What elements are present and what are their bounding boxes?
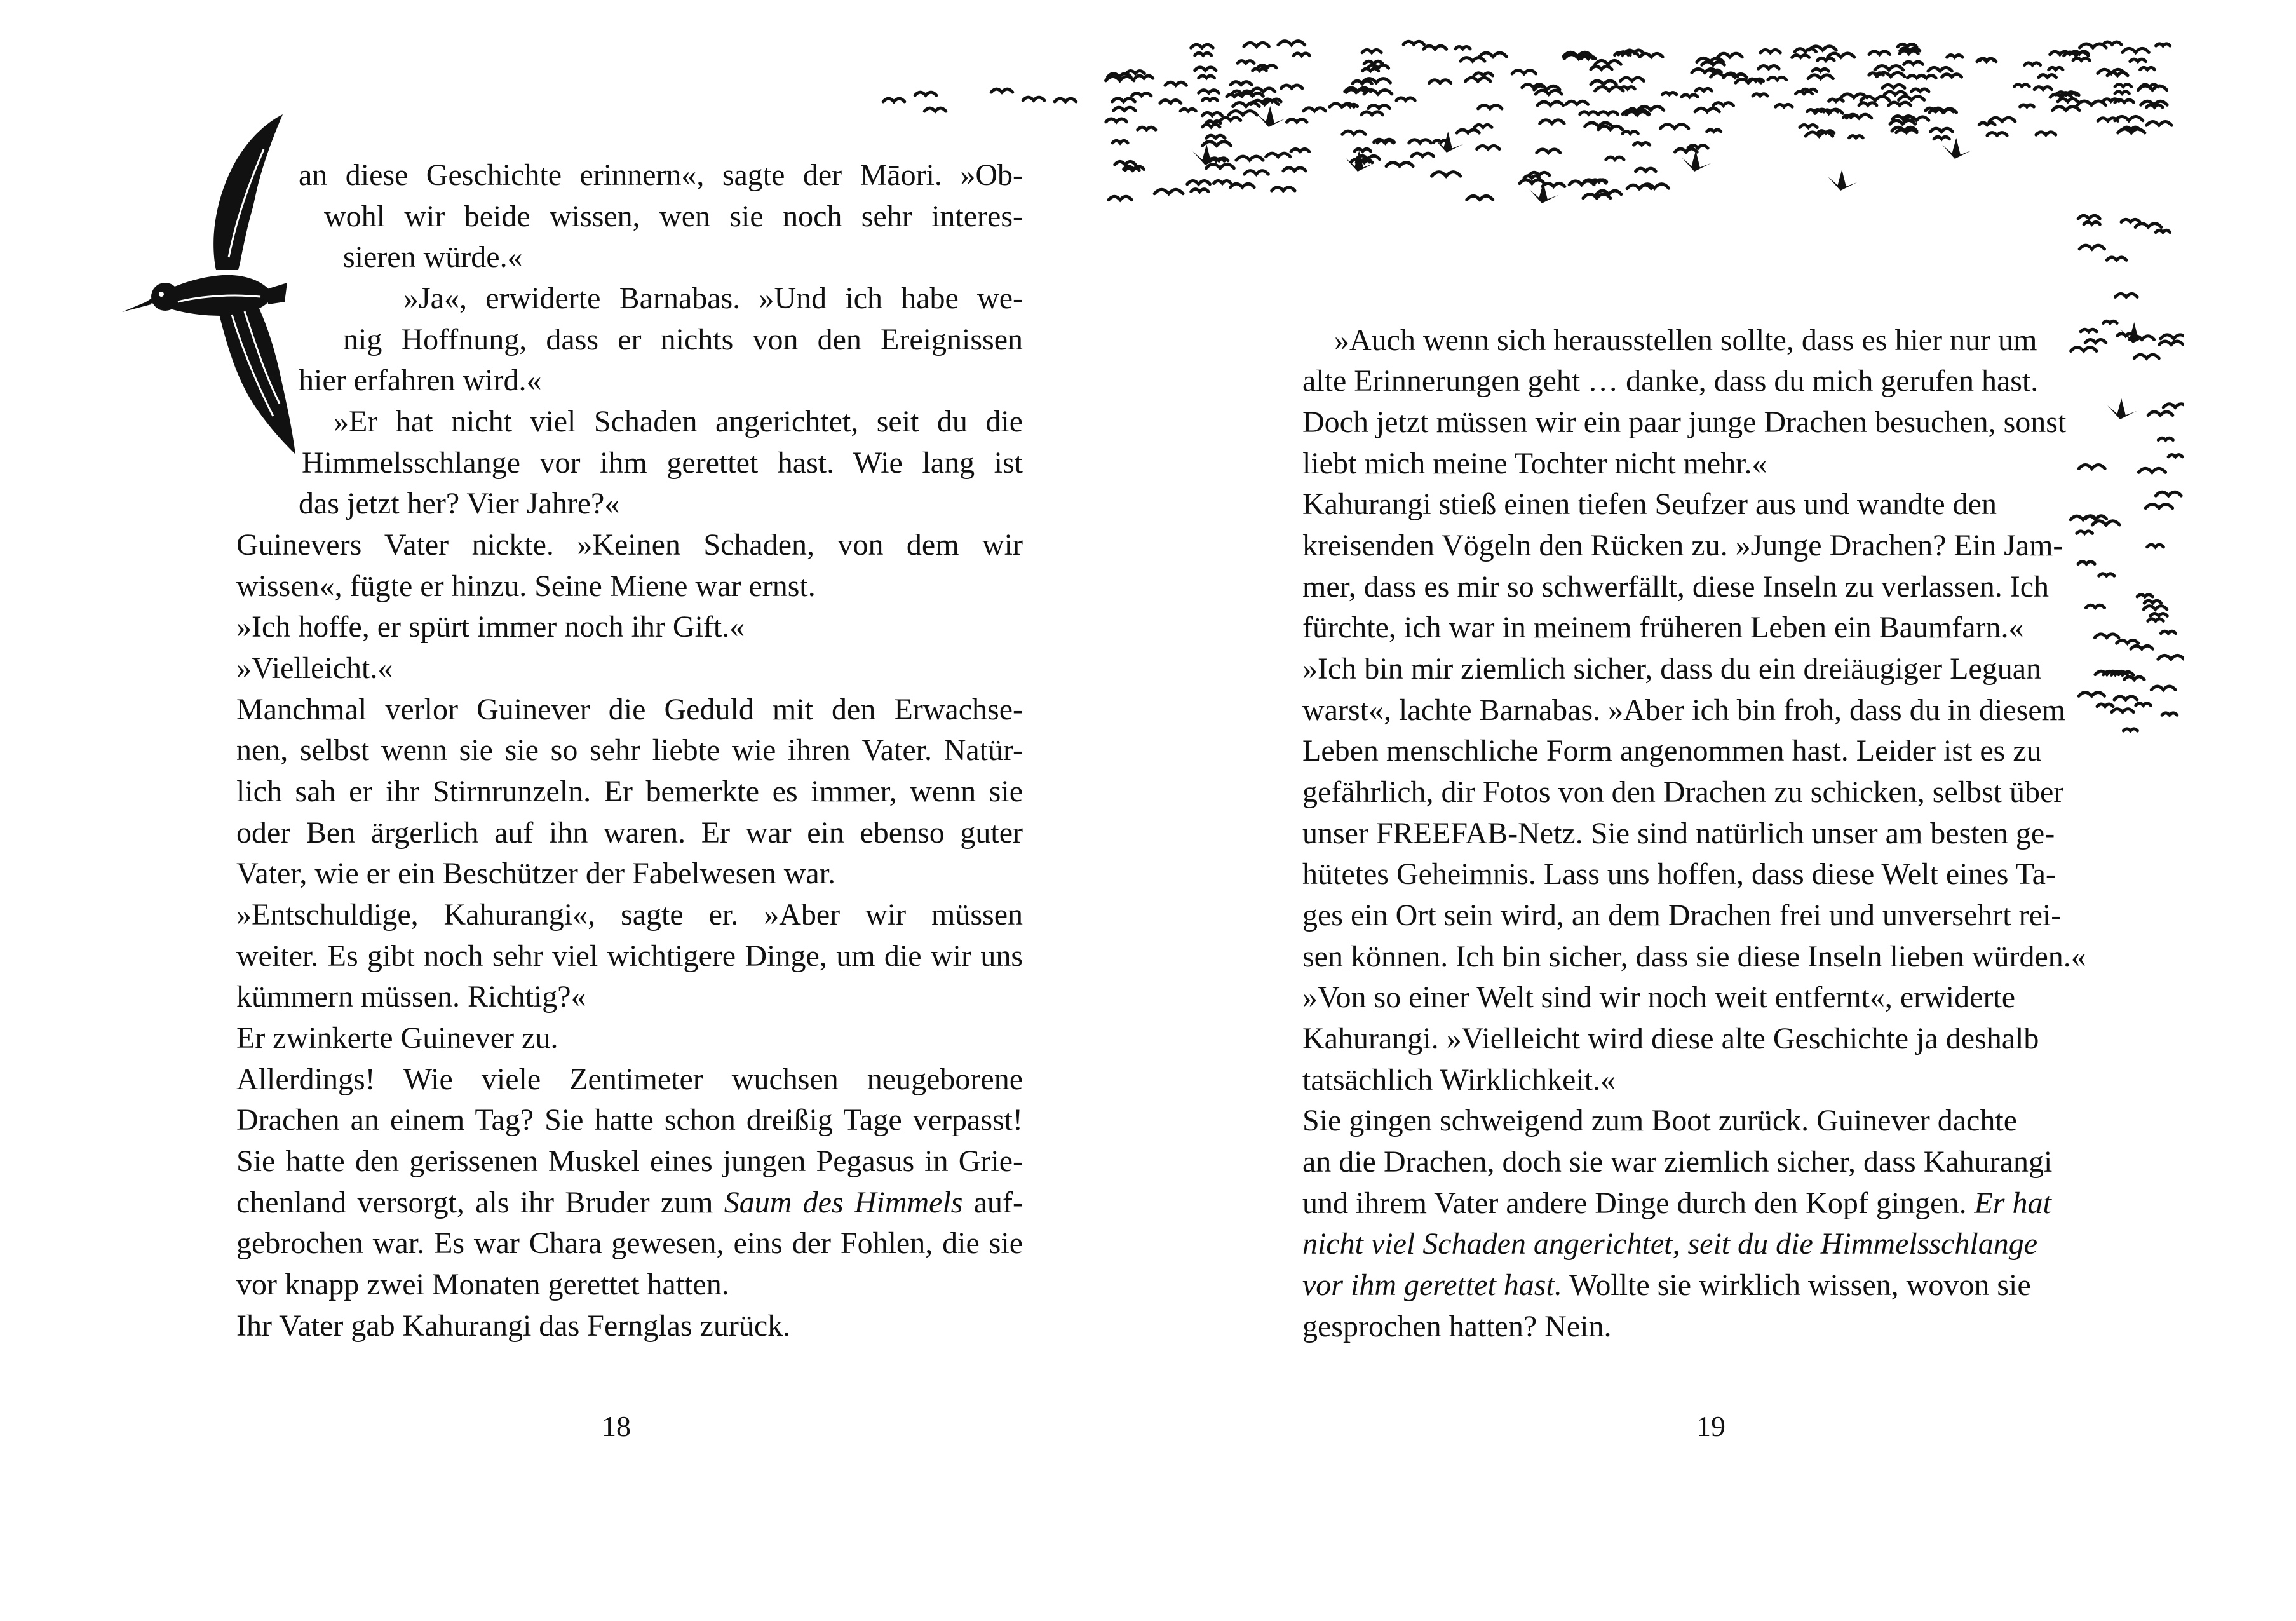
bird-mark bbox=[1115, 161, 1135, 165]
bird-mark bbox=[1363, 69, 1379, 71]
bird-mark bbox=[2156, 44, 2170, 46]
text-line: weiter. Es gibt noch sehr viel wichtigere Dinge, um die wir uns bbox=[236, 939, 1023, 973]
bird-mark bbox=[1475, 125, 1492, 127]
bird-mark bbox=[1702, 62, 1725, 65]
bird-mark bbox=[1661, 125, 1689, 128]
bird-mark bbox=[2107, 398, 2137, 419]
bird-mark bbox=[1813, 69, 1829, 71]
bird-mark bbox=[1705, 70, 1721, 72]
bird-mark bbox=[1354, 149, 1370, 151]
text-line: an die Drachen, doch sie war ziemlich sicher, dass Kahurangi bbox=[1302, 1145, 2053, 1179]
bird-mark bbox=[1591, 81, 1616, 85]
bird-mark bbox=[1342, 131, 1365, 134]
bird-mark bbox=[1125, 168, 1139, 170]
bird-mark bbox=[2161, 631, 2175, 633]
bird-mark bbox=[1696, 88, 1712, 91]
bird-mark bbox=[1512, 71, 1536, 74]
bird-mark bbox=[1245, 171, 1269, 174]
text-line: vor knapp zwei Monaten gerettet hatten. bbox=[236, 1268, 729, 1301]
bird-mark bbox=[1640, 184, 1669, 189]
bird-mark bbox=[1165, 82, 1187, 85]
text-line: sieren würde.« bbox=[343, 240, 523, 274]
bird-mark bbox=[1947, 55, 1962, 58]
text-line: Doch jetzt müssen wir ein paar junge Drachen besuchen, sonst bbox=[1302, 405, 2067, 439]
bird-mark bbox=[1287, 119, 1307, 123]
bird-mark bbox=[1106, 119, 1127, 122]
bird-mark bbox=[1591, 66, 1612, 69]
text-line: kreisenden Vögeln den Rücken zu. »Junge Drachen? Ein Jam- bbox=[1302, 529, 2063, 562]
bird-mark bbox=[1477, 146, 1499, 149]
bird-mark bbox=[1220, 118, 1241, 121]
text-line: an diese Geschichte erinnern«, sagte der Māori. »Ob- bbox=[299, 158, 1023, 192]
text-line: gesprochen hatten? Nein. bbox=[1302, 1310, 1612, 1343]
bird-mark bbox=[2138, 468, 2165, 472]
bird-mark bbox=[1875, 66, 1903, 70]
bird-mark bbox=[2049, 67, 2063, 69]
bird-mark bbox=[1132, 93, 1151, 96]
bird-mark bbox=[1859, 103, 1877, 105]
text-line: tatsächlich Wirklichkeit.« bbox=[1302, 1063, 1616, 1097]
bird-mark bbox=[1455, 47, 1470, 49]
bird-mark bbox=[2161, 335, 2184, 339]
text-line: unser FREEFAB-Netz. Sie sind natürlich unser am besten ge- bbox=[1302, 817, 2055, 850]
text-line: vor ihm gerettet hast. Wollte sie wirklich wissen, wovon sie bbox=[1302, 1268, 2031, 1302]
bird-mark bbox=[2134, 355, 2159, 358]
bird-mark bbox=[2077, 531, 2093, 534]
bird-mark bbox=[1409, 140, 1431, 143]
bird-mark bbox=[1229, 111, 1257, 115]
bird-mark bbox=[1293, 53, 1309, 56]
text-line: kümmern müssen. Richtig?« bbox=[236, 980, 586, 1014]
text-line: lich sah er ihr Stirnrunzeln. Er bemerkte es immer, wenn sie bbox=[236, 775, 1023, 808]
bird-mark bbox=[1640, 53, 1663, 57]
text-line: wohl wir beide wissen, wen sie noch sehr interes- bbox=[324, 200, 1023, 233]
bird-mark bbox=[1598, 112, 1618, 114]
text-line: Sie hatte den gerissenen Muskel eines jungen Pegasus in Grie- bbox=[236, 1144, 1023, 1178]
bird-mark bbox=[1634, 142, 1650, 145]
bird-mark bbox=[1818, 131, 1834, 133]
bird-mark bbox=[2115, 85, 2131, 87]
bird-mark bbox=[2086, 605, 2104, 607]
text-line: das jetzt her? Vier Jahre?« bbox=[299, 487, 620, 520]
text-line: Er zwinkerte Guinever zu. bbox=[236, 1021, 558, 1055]
bird-mark bbox=[1800, 125, 1817, 127]
bird-mark bbox=[2039, 75, 2056, 78]
bird-mark bbox=[2162, 713, 2177, 715]
bird-mark bbox=[2130, 59, 2146, 62]
text-line: »Von so einer Welt sind wir noch weit entfernt«, erwiderte bbox=[1302, 980, 2016, 1014]
bird-mark bbox=[1912, 89, 1929, 92]
bird-mark bbox=[1884, 92, 1906, 95]
text-line: Leben menschliche Form angenommen hast. Leider ist es zu bbox=[1302, 734, 2042, 768]
bird-mark bbox=[1361, 112, 1383, 115]
text-line: Ihr Vater gab Kahurangi das Fernglas zurück. bbox=[236, 1309, 791, 1343]
bird-mark bbox=[1718, 53, 1743, 57]
bird-mark bbox=[2073, 58, 2090, 60]
bird-mark bbox=[2141, 101, 2168, 105]
bird-mark bbox=[1195, 53, 1212, 55]
bird-mark bbox=[1808, 75, 1833, 79]
bird-mark bbox=[1869, 51, 1889, 55]
text-line: liebt mich meine Tochter nicht mehr.« bbox=[1302, 447, 1767, 480]
bird-mark bbox=[2121, 219, 2140, 222]
bird-mark bbox=[1474, 73, 1493, 76]
bird-mark bbox=[2147, 105, 2163, 107]
bird-mark bbox=[1281, 85, 1302, 88]
page-number: 18 bbox=[602, 1410, 631, 1442]
bird-mark bbox=[2148, 412, 2173, 416]
bird-mark bbox=[1467, 196, 1493, 200]
bird-mark bbox=[2151, 686, 2175, 690]
text-line: »Ich bin mir ziemlich sicher, dass du ein dreiäugiger Leguan bbox=[1302, 652, 2042, 686]
bird-mark bbox=[883, 98, 905, 102]
bird-mark bbox=[2148, 619, 2164, 621]
bird-mark bbox=[1748, 79, 1764, 81]
bird-mark bbox=[2103, 42, 2121, 44]
bird-mark bbox=[1412, 153, 1433, 156]
bird-mark bbox=[2123, 729, 2137, 731]
text-line: mer, dass es mir so schwerfällt, diese Inseln zu verlassen. Ich bbox=[1302, 570, 2050, 604]
bird-mark bbox=[2025, 63, 2041, 65]
bird-mark bbox=[1023, 97, 1044, 100]
bird-mark bbox=[2079, 245, 2104, 249]
text-line: wissen«, fügte er hinzu. Seine Miene war ernst. bbox=[236, 569, 816, 603]
bird-mark bbox=[1291, 149, 1309, 151]
bird-mark bbox=[1244, 43, 1269, 46]
bird-mark bbox=[1695, 108, 1719, 112]
bird-mark bbox=[1796, 92, 1813, 94]
bird-mark bbox=[2078, 215, 2100, 219]
text-line: Kahurangi. »Vielleicht wird diese alte Geschichte ja deshalb bbox=[1302, 1022, 2039, 1055]
bird-mark bbox=[1192, 144, 1222, 165]
text-line: Kahurangi stieß einen tiefen Seufzer aus und wandte den bbox=[1302, 487, 1997, 521]
bird-mark bbox=[1377, 140, 1393, 143]
bird-mark bbox=[2140, 67, 2155, 69]
bird-mark bbox=[1272, 187, 1295, 191]
text-line: nig Hoffnung, dass er nichts von den Ereignissen bbox=[343, 323, 1023, 356]
bird-mark bbox=[1114, 107, 1136, 111]
bird-mark bbox=[1595, 60, 1621, 64]
bird-mark bbox=[2145, 504, 2172, 508]
bird-mark bbox=[2158, 438, 2173, 440]
bird-mark bbox=[1368, 105, 1390, 109]
bird-mark bbox=[1266, 153, 1290, 157]
bird-mark bbox=[1792, 55, 1809, 57]
bird-mark bbox=[1206, 135, 1225, 138]
text-line: Vater, wie er ein Beschützer der Fabelwesen war. bbox=[236, 857, 836, 890]
bird-mark bbox=[1623, 132, 1638, 134]
bird-mark bbox=[1979, 123, 1995, 125]
bird-mark bbox=[1160, 100, 1181, 103]
bird-mark bbox=[1621, 78, 1644, 81]
bird-mark bbox=[1109, 196, 1132, 200]
bird-mark bbox=[1520, 180, 1544, 184]
bird-mark bbox=[1283, 168, 1306, 171]
bird-mark bbox=[1236, 156, 1263, 160]
bird-mark bbox=[1203, 112, 1222, 115]
page-number: 19 bbox=[1696, 1410, 1725, 1442]
bird-mark bbox=[1457, 130, 1479, 133]
bird-mark bbox=[1199, 76, 1215, 78]
bird-mark bbox=[1191, 189, 1208, 192]
bird-mark bbox=[2116, 294, 2138, 297]
bird-mark bbox=[915, 92, 936, 95]
text-line: alte Erinnerungen geht … danke, dass du mich gerufen hast. bbox=[1302, 364, 2039, 398]
bird-mark bbox=[1828, 170, 1857, 191]
bird-mark bbox=[1898, 44, 1917, 46]
text-line: Drachen an einem Tag? Sie hatte schon dreißig Tage verpasst! bbox=[236, 1103, 1023, 1137]
bird-mark bbox=[2163, 404, 2184, 407]
bird-mark bbox=[1636, 168, 1656, 172]
bird-mark bbox=[1214, 181, 1231, 184]
bird-mark bbox=[2124, 677, 2144, 680]
bird-mark bbox=[2107, 257, 2126, 260]
bird-mark bbox=[1227, 95, 1242, 97]
text-line: nen, selbst wenn sie sie so sehr liebte wie ihren Vater. Natür- bbox=[236, 733, 1023, 767]
bird-mark bbox=[1396, 98, 1415, 100]
bird-mark bbox=[1675, 149, 1698, 152]
bird-mark bbox=[2085, 340, 2106, 343]
bird-mark bbox=[1829, 99, 1844, 101]
bird-mark bbox=[2137, 595, 2152, 597]
bird-mark bbox=[1264, 99, 1281, 102]
bird-mark bbox=[1480, 53, 1507, 57]
bird-mark bbox=[1989, 118, 2015, 121]
bird-mark bbox=[1199, 90, 1219, 93]
bird-mark bbox=[1942, 138, 1971, 159]
bird-mark bbox=[2077, 101, 2106, 105]
bird-mark bbox=[1682, 95, 1698, 97]
bird-mark bbox=[1154, 189, 1183, 194]
bird-mark bbox=[2015, 85, 2030, 86]
bird-mark bbox=[1591, 180, 1607, 182]
text-line: oder Ben ärgerlich auf ihn waren. Er war ein ebenso guter bbox=[236, 816, 1023, 850]
bird-mark bbox=[2020, 105, 2034, 107]
bird-mark bbox=[1206, 164, 1234, 168]
bird-mark bbox=[1478, 105, 1502, 108]
bird-mark bbox=[2079, 692, 2104, 696]
bird-mark bbox=[2053, 106, 2079, 110]
text-line: Manchmal verlor Guinever die Geduld mit den Erwachse- bbox=[236, 693, 1023, 726]
bird-mark bbox=[1180, 109, 1196, 111]
bird-mark bbox=[2151, 614, 2168, 616]
bird-mark bbox=[1135, 76, 1153, 78]
bird-mark bbox=[1138, 127, 1156, 130]
bird-mark bbox=[1713, 103, 1734, 106]
text-line: »Entschuldige, Kahurangi«, sagte er. »Aber wir müssen bbox=[236, 898, 1023, 932]
bird-mark bbox=[1206, 121, 1220, 123]
text-line: Allerdings! Wie viele Zentimeter wuchsen neugeborene bbox=[236, 1062, 1023, 1096]
bird-mark bbox=[1987, 133, 2007, 136]
bird-mark bbox=[2117, 640, 2138, 643]
bird-mark bbox=[1537, 102, 1563, 105]
bird-mark bbox=[1386, 163, 1413, 166]
bird-mark bbox=[1899, 97, 1924, 100]
bird-mark bbox=[1760, 50, 1780, 53]
text-line: fürchte, ich war in meinem früheren Leben ein Baumfarn.« bbox=[1302, 611, 2024, 644]
bird-mark bbox=[1537, 149, 1560, 153]
bird-mark bbox=[1231, 82, 1252, 85]
bird-mark bbox=[1768, 77, 1786, 79]
bird-mark bbox=[1566, 101, 1588, 104]
text-line: »Auch wenn sich herausstellen sollte, dass es hier nur um bbox=[1334, 323, 2037, 357]
bird-mark bbox=[1536, 90, 1562, 94]
bird-mark bbox=[1795, 49, 1816, 52]
bird-mark bbox=[1403, 41, 1424, 44]
bird-mark bbox=[2123, 127, 2140, 130]
bird-mark bbox=[2115, 92, 2129, 93]
bird-mark bbox=[2144, 606, 2167, 609]
bird-mark bbox=[1882, 85, 1905, 88]
bird-mark bbox=[2099, 574, 2114, 576]
bird-mark bbox=[1908, 75, 1926, 78]
bird-mark bbox=[2097, 704, 2113, 707]
bird-mark bbox=[2147, 545, 2164, 547]
bird-mark bbox=[1278, 41, 1305, 45]
bird-mark bbox=[1942, 74, 1962, 78]
bird-mark bbox=[2071, 348, 2097, 351]
bird-mark bbox=[2092, 521, 2119, 525]
bird-mark bbox=[1934, 137, 1949, 139]
bird-mark bbox=[1112, 140, 1128, 142]
bird-mark bbox=[1663, 92, 1677, 94]
bird-mark bbox=[1432, 172, 1461, 177]
bird-mark bbox=[2138, 86, 2167, 90]
text-line: Guinevers Vater nickte. »Keinen Schaden, von dem wir bbox=[236, 528, 1023, 562]
text-line: gefährlich, dir Fotos von den Drachen zu schicken, selbst über bbox=[1302, 775, 2064, 809]
bird-mark bbox=[2103, 99, 2119, 102]
bird-mark bbox=[1364, 61, 1382, 64]
bird-mark bbox=[2158, 655, 2184, 659]
bird-mark bbox=[1195, 67, 1216, 71]
bird-mark bbox=[2136, 703, 2151, 705]
bird-mark bbox=[1256, 106, 1285, 127]
bird-mark bbox=[1252, 88, 1275, 92]
bird-mark bbox=[2084, 222, 2100, 224]
text-line: »Ich hoffe, er spürt immer noch ihr Gift.« bbox=[236, 610, 745, 644]
bird-mark bbox=[2034, 87, 2051, 90]
bird-mark bbox=[1112, 98, 1135, 102]
bird-mark bbox=[1776, 104, 1792, 107]
bird-mark bbox=[1461, 58, 1485, 62]
bird-mark bbox=[2081, 329, 2097, 332]
bird-mark bbox=[1931, 128, 1953, 132]
bird-mark bbox=[1055, 98, 1076, 102]
bird-mark bbox=[2112, 709, 2133, 712]
text-line: »Er hat nicht viel Schaden angerichtet, seit du die bbox=[334, 405, 1023, 438]
text-line: sen können. Ich bin sicher, dass sie diese Inseln lieben würden.« bbox=[1302, 940, 2086, 973]
text-line: ges ein Ort sein wird, an dem Drachen frei und unversehrt rei- bbox=[1302, 899, 2062, 932]
bird-mark bbox=[1233, 103, 1259, 107]
text-line: gebrochen war. Es war Chara gewesen, eins der Fohlen, die sie bbox=[236, 1226, 1023, 1260]
bird-mark bbox=[1928, 67, 1952, 71]
text-line: hier erfahren wird.« bbox=[299, 363, 542, 397]
bird-mark bbox=[2114, 696, 2137, 700]
bird-mark bbox=[1343, 104, 1357, 106]
text-line: und ihrem Vater andere Dinge durch den Kopf gingen. Er hat bbox=[1302, 1186, 2051, 1220]
bird-mark bbox=[2078, 562, 2095, 564]
bird-mark bbox=[1466, 78, 1490, 81]
bird-mark bbox=[1540, 120, 1564, 124]
text-line: Himmelsschlange vor ihm gerettet hast. Wie lang ist bbox=[302, 446, 1023, 480]
bird-mark bbox=[2159, 341, 2184, 345]
bird-mark bbox=[1606, 157, 1624, 159]
bird-mark bbox=[1524, 176, 1539, 178]
text-line: chenland versorgt, als ihr Bruder zum Saum des Himmels auf- bbox=[236, 1186, 1023, 1219]
bird-mark bbox=[2036, 132, 2056, 135]
bird-mark bbox=[1364, 90, 1392, 94]
bird-mark bbox=[2156, 492, 2181, 496]
bird-mark bbox=[1187, 181, 1210, 184]
bird-mark bbox=[2103, 321, 2117, 323]
bird-mark bbox=[1828, 53, 1854, 57]
bird-mark bbox=[1424, 46, 1447, 49]
bird-mark bbox=[2080, 44, 2107, 48]
bird-mark bbox=[1231, 184, 1254, 187]
bird-mark bbox=[1759, 65, 1779, 69]
bird-mark bbox=[2144, 600, 2161, 603]
bird-mark bbox=[1904, 62, 1923, 64]
bird-mark bbox=[1889, 102, 1911, 105]
bird-mark bbox=[1253, 69, 1267, 71]
bird-mark bbox=[1869, 73, 1883, 75]
bird-mark bbox=[1429, 80, 1451, 83]
bird-mark bbox=[2095, 634, 2119, 637]
bird-mark bbox=[1362, 50, 1381, 52]
bird-mark bbox=[1203, 125, 1220, 127]
text-line: »Ja«, erwiderte Barnabas. »Und ich habe we- bbox=[403, 281, 1023, 315]
bird-mark bbox=[2131, 646, 2153, 649]
bird-mark bbox=[1238, 61, 1254, 64]
bird-mark bbox=[1368, 65, 1389, 68]
text-line: »Vielleicht.« bbox=[236, 651, 393, 685]
bird-mark bbox=[1707, 130, 1721, 132]
bird-mark bbox=[1615, 53, 1631, 55]
bird-mark bbox=[1258, 65, 1276, 67]
text-line: warst«, lachte Barnabas. »Aber ich bin froh, dass du in diesem bbox=[1302, 693, 2066, 727]
bird-mark bbox=[1621, 87, 1635, 89]
bird-mark bbox=[2079, 465, 2105, 468]
bird-mark bbox=[1818, 58, 1834, 60]
text-line: nicht viel Schaden angerichtet, seit du die Himmelsschlange bbox=[1302, 1227, 2038, 1261]
bird-mark bbox=[991, 89, 1013, 92]
bird-mark bbox=[1191, 44, 1213, 48]
text-line: hütetes Geheimnis. Lass uns hoffen, dass diese Welt eines Ta- bbox=[1302, 857, 2056, 891]
bird-mark bbox=[1753, 94, 1767, 96]
bird-mark bbox=[1203, 98, 1218, 100]
bird-mark bbox=[1529, 172, 1550, 175]
bird-mark bbox=[2120, 322, 2149, 343]
bird-mark bbox=[2070, 516, 2095, 520]
bird-mark bbox=[2168, 455, 2182, 457]
bird-mark bbox=[1580, 112, 1598, 114]
bird-mark bbox=[2156, 230, 2170, 232]
bird-mark bbox=[2147, 121, 2172, 125]
bird-mark bbox=[1304, 108, 1326, 111]
bird-mark bbox=[1849, 136, 1863, 138]
bird-mark bbox=[2135, 224, 2161, 227]
right-page bbox=[1148, 0, 2296, 1621]
bird-mark bbox=[924, 108, 946, 111]
text-line: Sie gingen schweigend zum Boot zurück. Guinever dachte bbox=[1302, 1104, 2017, 1137]
bird-mark bbox=[2123, 48, 2149, 52]
